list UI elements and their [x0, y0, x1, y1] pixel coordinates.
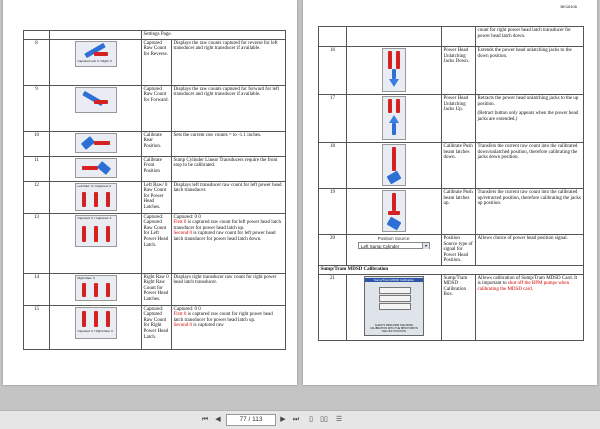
table-row: 16 Power Head Unlatching Jacks Down. Extends the power head unlatching jacks to the down position. [319, 47, 584, 95]
table-row: 9 Captured Raw Count for Forward. Displays the raw counts captured for forward for left transducer and right transducer if available. [24, 85, 286, 131]
push-beam-up-image [382, 190, 406, 232]
page-number-input[interactable]: 77 / 113 [226, 414, 276, 426]
position-source-widget: Position Source: Left Sump Cylinder ▼ [358, 236, 430, 250]
left-captured-latches-image: Captured: 0 / Captured: 0 [75, 215, 117, 247]
table-row: 12 Left Raw: 0 / Captured: 0 Left Raw/ 0 Raw Count for Power Head Latches. Displays left transducer raw count for left power head latch transducer. [24, 181, 286, 213]
left-raw-latches-image: Left Raw: 0 / Captured: 0 [75, 183, 117, 211]
last-page-icon[interactable]: ⏭ [292, 416, 300, 423]
table-row: 20 Position Source: Left Sump Cylinder ▼ Position Source type of signal for Power Head Position. Allows choice of power head position signal. [319, 235, 584, 266]
right-instruction-table [318, 26, 584, 341]
row-label: Settings Page. [142, 31, 286, 40]
unlatch-down-image [382, 48, 406, 92]
captured-reverse-image: Captured Left: 0 / Right: 0 [75, 41, 117, 67]
calibrate-front-image [75, 158, 117, 178]
first-page-icon[interactable]: ⏮ [201, 416, 209, 423]
table-row: count for right power head latch transducer for power head latch down. [319, 27, 584, 47]
unlatch-up-image [382, 96, 406, 140]
right-page [303, 0, 597, 385]
table-row: 21 Sump/Tram MDSD Calibration ALWAYS PERFORM THE MDSD CALIBRATION WITH THE BPM PUMP IN THE OFF POSITION. Sump/Tram MDSD Calibration Box. Allows calibration of Sump/Tram MDSD Card. It is important to shut off the BPM pumps when calibrating the MDSD card. [319, 274, 584, 340]
left-instruction-table [23, 30, 286, 350]
next-page-icon[interactable]: ▶ [280, 416, 286, 423]
table-row: 19 Calibrate Push beam latches up. Transfers the current raw count into the calibrated up/retracted position, therefore calibrating the jacks up position. [319, 189, 584, 235]
section-header-row [319, 265, 584, 274]
table-row: 10 Calibrate Rear Position. Sets the current raw counts = to -1.1 inches. [24, 131, 286, 156]
right-raw-latches-image: Right Raw: 0 [75, 275, 117, 301]
prev-page-icon[interactable]: ◀ [215, 416, 221, 423]
section-title: Sump/Tram MDSD Calibration [319, 265, 584, 274]
table-row: 17 Power Head Unlatching Jacks Up. Retracts the power head unlatching jacks to the up position. (Retract button only appears when the power head jacks are extended.) [319, 95, 584, 143]
page-code: BK16106 [560, 4, 577, 9]
table-row: 8 Captured Left: 0 / Right: 0 Captured Raw Count for Reverse. Displays the raw counts captured for reverse for left transducer and right transducer if available. [24, 39, 286, 85]
table-row: 11 Calibrate Front Position Sump Cylinder Linear Transducers require the front stop to be calibrated. [24, 156, 286, 181]
right-captured-latches-image: Captured: 0 / Right Raw: 0 [75, 307, 117, 339]
table-row: 14 Right Raw: 0 Right Raw 0 Right Raw Count for Power Head Latches. Displays right transducer raw count for right power head latch transducer. [24, 273, 286, 305]
mdsd-calibration-image: Sump/Tram MDSD Calibration ALWAYS PERFORM THE MDSD CALIBRATION WITH THE BPM PUMP IN THE OFF POSITION. [364, 276, 424, 336]
table-row: 13 Captured: 0 / Captured: 0 Captured: Captured Raw Count for Left Power Head Latch. Captured: 0 0 First 0 is captured raw count for left power head latch transducer for power head latch up. Second 0 is captured raw count for left power head latch transducer for power head latch down. [24, 213, 286, 273]
table-row: 18 Calibrate Push beam latches down. Transfers the current raw count into the calibrated down/unlatched position, therefore calibrating the jacks down position. [319, 143, 584, 189]
calibrate-rear-image [75, 133, 117, 153]
chevron-down-icon: ▼ [422, 243, 429, 249]
position-source-select: Left Sump Cylinder ▼ [358, 242, 430, 249]
push-beam-down-image [382, 144, 406, 186]
two-page-view-icon[interactable]: ▯▯ [320, 416, 328, 423]
captured-forward-image [75, 87, 117, 113]
table-row [24, 31, 286, 40]
single-page-view-icon[interactable]: ▯ [309, 416, 313, 423]
table-row: 15 Captured: 0 / Right Raw: 0 Captured: Captured Raw Count for Right Power Head Latch. Captured: 0 0 First 0 is captured raw count for right power head latch transducer for power head latch up. Second 0 is captured raw [24, 305, 286, 349]
pdf-toolbar [0, 410, 600, 429]
continuous-view-icon[interactable]: ☰ [335, 416, 343, 423]
left-page [3, 0, 297, 385]
